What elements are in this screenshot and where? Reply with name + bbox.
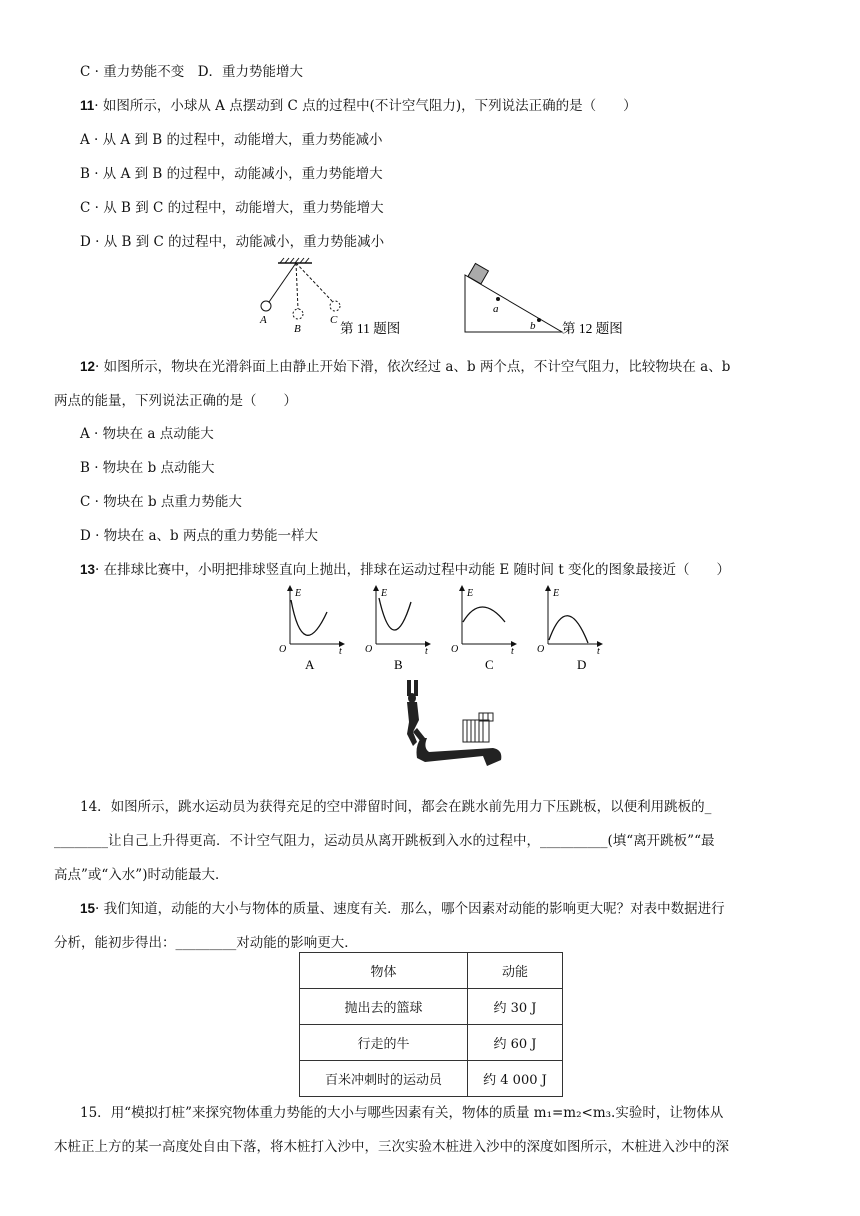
q11-option-a: A · 从 A 到 B 的过程中，动能增大，重力势能减小 xyxy=(80,132,383,148)
graph-c-x: t xyxy=(511,646,514,657)
graph-c-o: O xyxy=(451,644,459,655)
table-cell: 约 30 J xyxy=(468,989,563,1025)
q14-line3: 高点”或“入水”)时动能最大． xyxy=(54,867,229,883)
q12-option-a: A · 物块在 a 点动能大 xyxy=(80,426,214,442)
q10-options-cd: C · 重力势能不变 D．重力势能增大 xyxy=(80,64,304,80)
graph-a-y: E xyxy=(295,588,302,599)
q11-stem xyxy=(80,94,637,114)
q14-number: 14． xyxy=(80,799,111,815)
q12-stem-line2: 两点的能量，下列说法正确的是（ ） xyxy=(54,393,297,409)
table-cell: 约 60 J xyxy=(468,1025,563,1061)
graph-a-label: A xyxy=(305,657,315,672)
diver-illustration xyxy=(395,676,505,776)
table-row xyxy=(300,1061,563,1097)
label-b-point: b xyxy=(530,320,536,332)
q14-text xyxy=(54,790,814,892)
graph-c-label: C xyxy=(485,657,494,672)
q11-option-b: B · 从 A 到 B 的过程中，动能减小，重力势能增大 xyxy=(80,166,383,182)
q15b-number: 15． xyxy=(80,1105,111,1121)
table-header-object: 物体 xyxy=(300,953,468,989)
table-cell: 百米冲刺时的运动员 xyxy=(300,1061,468,1097)
incline-figure xyxy=(465,263,623,336)
q12-option-c: C · 物块在 b 点重力势能大 xyxy=(80,494,242,510)
q13-number: 13 xyxy=(80,562,96,577)
table-header-row xyxy=(300,953,563,989)
energy-table xyxy=(299,952,563,1097)
graph-b-o: O xyxy=(365,644,373,655)
table-row xyxy=(300,1025,563,1061)
q14-line1: 如图所示，跳水运动员为获得充足的空中滞留时间，都会在跳水前先用力下压跳板，以便利用跳板的_ xyxy=(110,799,712,815)
q14-line2: ________让自己上升得更高．不计空气阻力，运动员从离开跳板到入水的过程中，__________(填“离开跳板”“最 xyxy=(54,833,715,849)
graph-c xyxy=(451,588,514,672)
q15a-number: 15 xyxy=(80,901,96,916)
q12-number: 12 xyxy=(80,359,96,374)
fig11-caption: 第 11 题图 xyxy=(340,321,401,336)
q15a-line2: 分析，能初步得出：_________对动能的影响更大． xyxy=(54,935,358,951)
graph-d xyxy=(537,588,600,672)
q13-stem-text: · 在排球比赛中，小明把排球竖直向上抛出，排球在运动过程中动能 E 随时间 t 变化的图象最接近（ ） xyxy=(95,562,731,578)
graph-a xyxy=(279,588,342,672)
q15a-text xyxy=(54,892,814,960)
graph-b-label: B xyxy=(394,657,403,672)
graph-b-y: E xyxy=(381,588,388,599)
q13-stem xyxy=(80,558,730,578)
q12-stem-line1: · 如图所示，物块在光滑斜面上由静止开始下滑，依次经过 a、b 两个点，不计空气阻力，比较物块在 a、b xyxy=(95,359,731,375)
graph-b-x: t xyxy=(425,646,428,657)
label-b: B xyxy=(294,323,301,335)
pendulum-figure xyxy=(259,258,400,336)
graph-d-y: E xyxy=(553,588,560,599)
table-cell: 行走的牛 xyxy=(300,1025,468,1061)
q11-stem-text: · 如图所示，小球从 A 点摆动到 C 点的过程中(不计空气阻力)，下列说法正确的是（ ） xyxy=(94,98,637,114)
q15b-line2: 木桩正上方的某一高度处自由下落，将木桩打入沙中，三次实验木桩进入沙中的深度如图所示，木桩进入沙中的深 xyxy=(54,1139,729,1155)
graph-a-x: t xyxy=(339,646,342,657)
q12-option-b: B · 物块在 b 点动能大 xyxy=(80,460,215,476)
fig12-caption: 第 12 题图 xyxy=(562,321,623,336)
graph-c-y: E xyxy=(467,588,474,599)
q15a-line1: · 我们知道，动能的大小与物体的质量、速度有关．那么，哪个因素对动能的影响更大呢？对表中数据进行 xyxy=(95,901,725,917)
table-cell: 约 4 000 J xyxy=(468,1061,563,1097)
q11-option-c: C · 从 B 到 C 的过程中，动能增大，重力势能增大 xyxy=(80,200,384,216)
graph-d-o: O xyxy=(537,644,545,655)
q12-option-d: D · 物块在 a、b 两点的重力势能一样大 xyxy=(80,528,318,544)
label-c: C xyxy=(330,314,338,326)
q11-number: 11 xyxy=(80,98,95,113)
graph-d-label: D xyxy=(577,657,587,672)
label-a: A xyxy=(260,314,267,326)
table-row xyxy=(300,989,563,1025)
table-cell: 抛出去的篮球 xyxy=(300,989,468,1025)
q12-stem xyxy=(54,350,814,418)
q15b-line1: 用“模拟打桩”来探究物体重力势能的大小与哪些因素有关，物体的质量 m₁=m₂<m₃.实验时，让物体从 xyxy=(110,1105,724,1121)
energy-time-graphs xyxy=(275,582,600,672)
figures-11-12 xyxy=(250,255,650,340)
q15b-text xyxy=(54,1096,814,1164)
graph-b xyxy=(365,588,428,672)
label-a-point: a xyxy=(493,303,499,315)
graph-a-o: O xyxy=(279,644,287,655)
table-header-energy: 动能 xyxy=(468,953,563,989)
q11-option-d: D · 从 B 到 C 的过程中，动能减小，重力势能减小 xyxy=(80,234,385,250)
graph-d-x: t xyxy=(597,646,600,657)
